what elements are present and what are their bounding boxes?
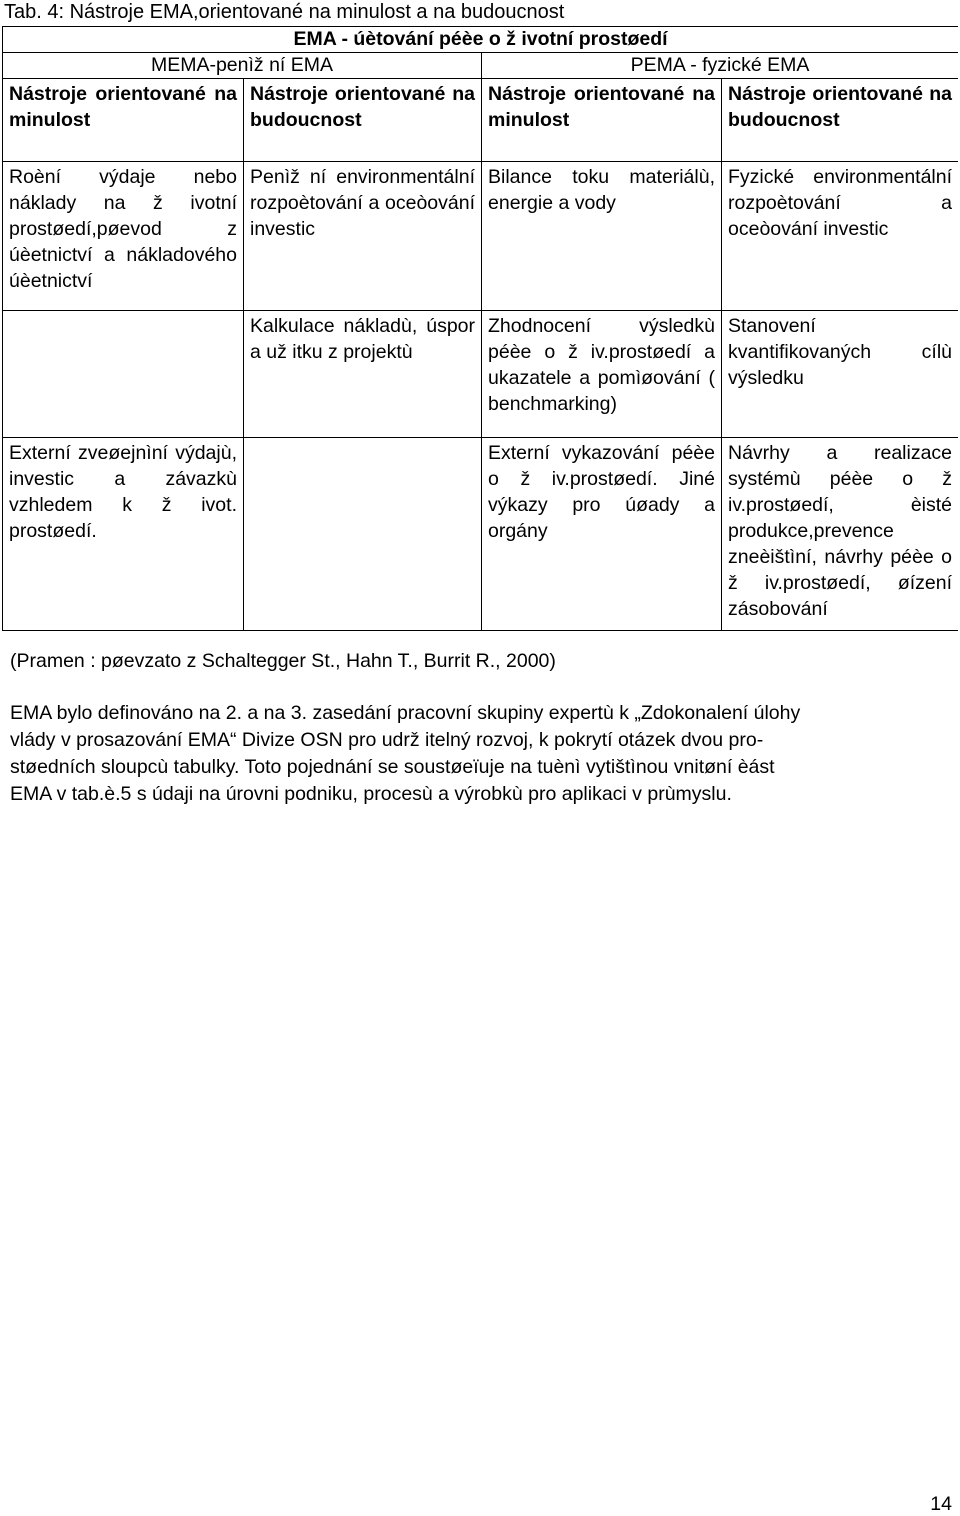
paragraph-line: EMA bylo definováno na 2. a na 3. zasedání pracovní skupiny expertù k „Zdokonalení úlohy — [10, 702, 801, 724]
source-citation: (Pramen : pøevzato z Schaltegger St., Hahn T., Burrit R., 2000) — [10, 650, 556, 672]
table-cell-empty — [244, 438, 482, 631]
table-row — [3, 438, 959, 631]
table-cell: Roèní výdaje nebo náklady na ž ivotní prostøedí,pøevod z úèetnictví a nákladového úèetnictví — [3, 162, 244, 311]
ema-table-wrapper — [2, 26, 958, 646]
paragraph-line: EMA v tab.è.5 s údaji na úrovni podniku, procesù a výrobkù pro aplikaci v prùmyslu. — [10, 783, 732, 805]
body-paragraph — [10, 700, 950, 808]
page-number: 14 — [930, 1493, 952, 1515]
ema-tools-table — [2, 26, 958, 631]
table-cell: Fyzické environmentální rozpoètování a oceòování investic — [722, 162, 959, 311]
table-cell: Návrhy a realizace systémù péèe o ž iv.prostøedí, èisté produkce,prevence zneèištìní, návrhy péèe o ž iv.prostøedí, øízení zásobování — [722, 438, 959, 631]
paragraph-line: vlády v prosazování EMA“ Divize OSN pro udrž itelný rozvoj, k pokrytí otázek dvou pro- — [10, 729, 764, 751]
table-cell: Penìž ní environmentální rozpoètování a oceòování investic — [244, 162, 482, 311]
table-title: EMA - úètování péèe o ž ivotní prostøedí — [3, 27, 959, 53]
table-cell: Externí vykazování péèe o ž iv.prostøedí. Jiné výkazy pro úøady a orgány — [482, 438, 722, 631]
paragraph-line: støedních sloupcù tabulky. Toto pojednání se soustøeïuje na tuènì vytištìnou vnitøní èást — [10, 756, 775, 778]
column-header: Nástroje orientované na budoucnost — [244, 79, 482, 162]
column-header: Nástroje orientované na minulost — [3, 79, 244, 162]
table-cell: Kalkulace nákladù, úspor a už itku z projektù — [244, 311, 482, 438]
table-row — [3, 311, 959, 438]
group-header-pema: PEMA - fyzické EMA — [482, 53, 959, 79]
table-cell: Externí zveøejnìní výdajù, investic a závazkù vzhledem k ž ivot. prostøedí. — [3, 438, 244, 631]
column-header: Nástroje orientované na minulost — [482, 79, 722, 162]
table-cell-empty — [3, 311, 244, 438]
column-header: Nástroje orientované na budoucnost — [722, 79, 959, 162]
group-header-mema: MEMA-penìž ní EMA — [3, 53, 482, 79]
table-cell: Stanovení kvantifikovaných cílù výsledku — [722, 311, 959, 438]
table-caption: Tab. 4: Nástroje EMA,orientované na minulost a na budoucnost — [4, 1, 565, 23]
table-row — [3, 162, 959, 311]
table-cell: Zhodnocení výsledkù péèe o ž iv.prostøedí a ukazatele a pomìøování ( benchmarking) — [482, 311, 722, 438]
table-cell: Bilance toku materiálù, energie a vody — [482, 162, 722, 311]
